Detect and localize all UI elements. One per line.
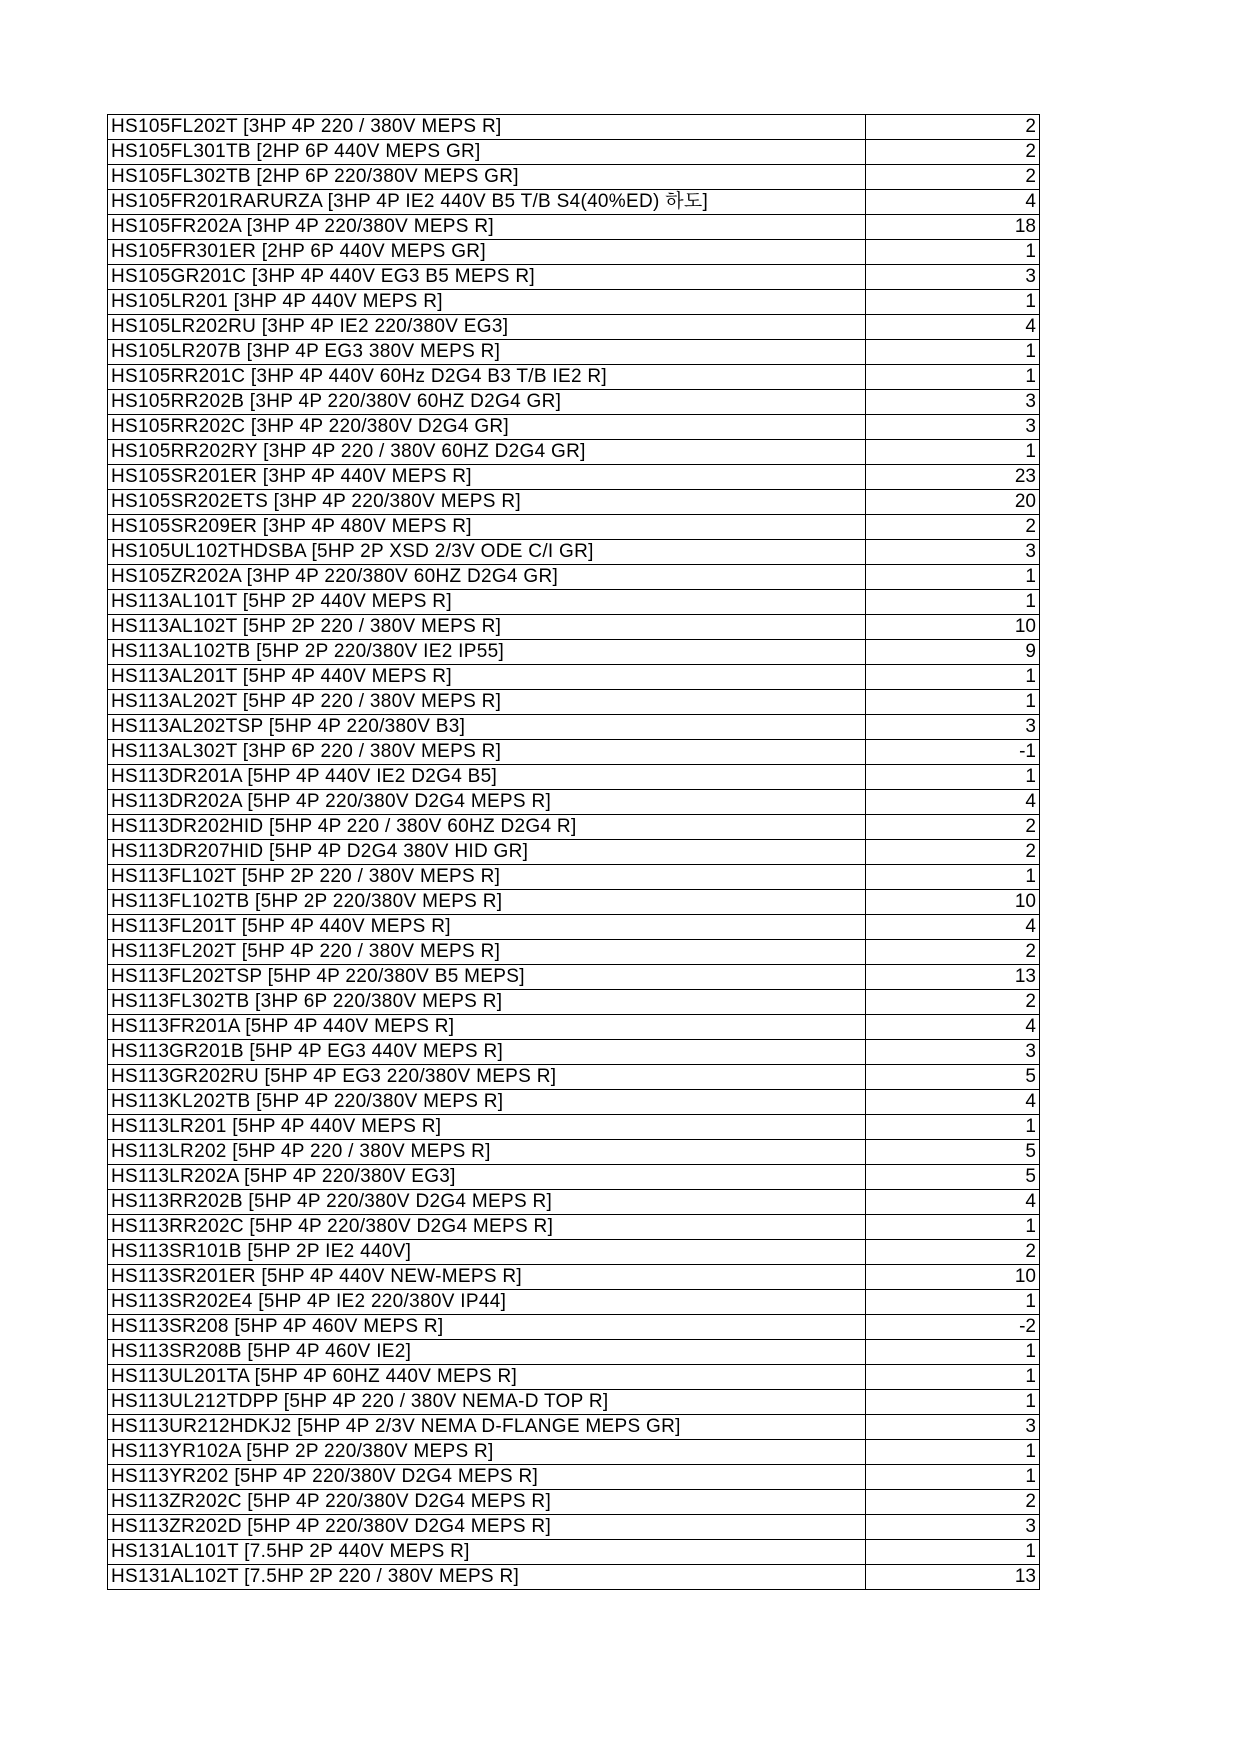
product-description-cell: HS113ZR202D [5HP 4P 220/380V D2G4 MEPS R]	[108, 1515, 866, 1540]
quantity-cell: 3	[866, 715, 1040, 740]
table-row	[108, 390, 1040, 415]
quantity-cell: 4	[866, 190, 1040, 215]
table-row	[108, 990, 1040, 1015]
table-row	[108, 1015, 1040, 1040]
product-description-cell: HS113RR202C [5HP 4P 220/380V D2G4 MEPS R]	[108, 1215, 866, 1240]
quantity-cell: 5	[866, 1165, 1040, 1190]
table-row	[108, 1565, 1040, 1590]
product-description-cell: HS113SR208B [5HP 4P 460V IE2]	[108, 1340, 866, 1365]
table-row	[108, 540, 1040, 565]
table-row	[108, 1065, 1040, 1090]
quantity-cell: 2	[866, 840, 1040, 865]
product-description-cell: HS105LR201 [3HP 4P 440V MEPS R]	[108, 290, 866, 315]
table-row	[108, 1165, 1040, 1190]
table-row	[108, 1265, 1040, 1290]
product-description-cell: HS105RR202B [3HP 4P 220/380V 60HZ D2G4 GR]	[108, 390, 866, 415]
product-description-cell: HS113FL202T [5HP 4P 220 / 380V MEPS R]	[108, 940, 866, 965]
product-description-cell: HS113SR202E4 [5HP 4P IE2 220/380V IP44]	[108, 1290, 866, 1315]
table-row	[108, 790, 1040, 815]
table-row	[108, 1415, 1040, 1440]
product-description-cell: HS105SR202ETS [3HP 4P 220/380V MEPS R]	[108, 490, 866, 515]
table-row	[108, 565, 1040, 590]
table-row	[108, 840, 1040, 865]
quantity-cell: 3	[866, 265, 1040, 290]
table-row	[108, 1240, 1040, 1265]
quantity-cell: 10	[866, 615, 1040, 640]
table-row	[108, 240, 1040, 265]
quantity-cell: 2	[866, 1240, 1040, 1265]
product-description-cell: HS113FL201T [5HP 4P 440V MEPS R]	[108, 915, 866, 940]
quantity-cell: 4	[866, 1015, 1040, 1040]
product-description-cell: HS105FR201RARURZA [3HP 4P IE2 440V B5 T/B S4(40%ED) 하도]	[108, 190, 866, 215]
product-description-cell: HS113FR201A [5HP 4P 440V MEPS R]	[108, 1015, 866, 1040]
product-description-cell: HS113DR202HID [5HP 4P 220 / 380V 60HZ D2G4 R]	[108, 815, 866, 840]
product-description-cell: HS113FL102T [5HP 2P 220 / 380V MEPS R]	[108, 865, 866, 890]
inventory-table-body	[108, 115, 1040, 1590]
quantity-cell: 9	[866, 640, 1040, 665]
product-description-cell: HS113ZR202C [5HP 4P 220/380V D2G4 MEPS R]	[108, 1490, 866, 1515]
table-row	[108, 340, 1040, 365]
product-description-cell: HS105FL302TB [2HP 6P 220/380V MEPS GR]	[108, 165, 866, 190]
table-row	[108, 615, 1040, 640]
table-row	[108, 465, 1040, 490]
product-description-cell: HS105RR202C [3HP 4P 220/380V D2G4 GR]	[108, 415, 866, 440]
quantity-cell: 1	[866, 565, 1040, 590]
table-row	[108, 215, 1040, 240]
product-description-cell: HS113AL101T [5HP 2P 440V MEPS R]	[108, 590, 866, 615]
quantity-cell: 1	[866, 665, 1040, 690]
product-description-cell: HS105SR201ER [3HP 4P 440V MEPS R]	[108, 465, 866, 490]
product-description-cell: HS113YR202 [5HP 4P 220/380V D2G4 MEPS R]	[108, 1465, 866, 1490]
table-row	[108, 740, 1040, 765]
table-row	[108, 1190, 1040, 1215]
table-row	[108, 1440, 1040, 1465]
table-row	[108, 490, 1040, 515]
product-description-cell: HS105FR202A [3HP 4P 220/380V MEPS R]	[108, 215, 866, 240]
table-row	[108, 140, 1040, 165]
product-description-cell: HS113SR101B [5HP 2P IE2 440V]	[108, 1240, 866, 1265]
quantity-cell: 5	[866, 1065, 1040, 1090]
product-description-cell: HS113AL302T [3HP 6P 220 / 380V MEPS R]	[108, 740, 866, 765]
product-description-cell: HS113FL102TB [5HP 2P 220/380V MEPS R]	[108, 890, 866, 915]
table-row	[108, 115, 1040, 140]
quantity-cell: 1	[866, 1365, 1040, 1390]
quantity-cell: 2	[866, 165, 1040, 190]
product-description-cell: HS113FL202TSP [5HP 4P 220/380V B5 MEPS]	[108, 965, 866, 990]
product-description-cell: HS113GR202RU [5HP 4P EG3 220/380V MEPS R]	[108, 1065, 866, 1090]
quantity-cell: 1	[866, 865, 1040, 890]
quantity-cell: 3	[866, 390, 1040, 415]
table-row	[108, 415, 1040, 440]
table-row	[108, 290, 1040, 315]
table-row	[108, 965, 1040, 990]
quantity-cell: 10	[866, 890, 1040, 915]
table-row	[108, 815, 1040, 840]
table-row	[108, 1365, 1040, 1390]
table-row	[108, 440, 1040, 465]
product-description-cell: HS105LR202RU [3HP 4P IE2 220/380V EG3]	[108, 315, 866, 340]
quantity-cell: 1	[866, 1440, 1040, 1465]
quantity-cell: 4	[866, 790, 1040, 815]
quantity-cell: 1	[866, 1540, 1040, 1565]
product-description-cell: HS113LR202 [5HP 4P 220 / 380V MEPS R]	[108, 1140, 866, 1165]
quantity-cell: -2	[866, 1315, 1040, 1340]
product-description-cell: HS113DR207HID [5HP 4P D2G4 380V HID GR]	[108, 840, 866, 865]
table-row	[108, 715, 1040, 740]
product-description-cell: HS105GR201C [3HP 4P 440V EG3 B5 MEPS R]	[108, 265, 866, 290]
table-row	[108, 1140, 1040, 1165]
quantity-cell: 2	[866, 140, 1040, 165]
quantity-cell: 1	[866, 365, 1040, 390]
product-description-cell: HS113AL102T [5HP 2P 220 / 380V MEPS R]	[108, 615, 866, 640]
product-description-cell: HS105SR209ER [3HP 4P 480V MEPS R]	[108, 515, 866, 540]
table-row	[108, 1315, 1040, 1340]
product-description-cell: HS113YR102A [5HP 2P 220/380V MEPS R]	[108, 1440, 866, 1465]
table-row	[108, 265, 1040, 290]
quantity-cell: 18	[866, 215, 1040, 240]
quantity-cell: 5	[866, 1140, 1040, 1165]
product-description-cell: HS131AL101T [7.5HP 2P 440V MEPS R]	[108, 1540, 866, 1565]
table-row	[108, 515, 1040, 540]
product-description-cell: HS113AL102TB [5HP 2P 220/380V IE2 IP55]	[108, 640, 866, 665]
quantity-cell: 3	[866, 540, 1040, 565]
quantity-cell: 1	[866, 440, 1040, 465]
quantity-cell: 4	[866, 1090, 1040, 1115]
quantity-cell: 1	[866, 1115, 1040, 1140]
inventory-table	[107, 114, 1040, 1590]
table-row	[108, 590, 1040, 615]
table-row	[108, 940, 1040, 965]
table-row	[108, 1515, 1040, 1540]
quantity-cell: 13	[866, 965, 1040, 990]
quantity-cell: 1	[866, 290, 1040, 315]
product-description-cell: HS105FR301ER [2HP 6P 440V MEPS GR]	[108, 240, 866, 265]
product-description-cell: HS113AL202T [5HP 4P 220 / 380V MEPS R]	[108, 690, 866, 715]
product-description-cell: HS113AL202TSP [5HP 4P 220/380V B3]	[108, 715, 866, 740]
product-description-cell: HS105RR201C [3HP 4P 440V 60Hz D2G4 B3 T/B IE2 R]	[108, 365, 866, 390]
product-description-cell: HS113UR212HDKJ2 [5HP 4P 2/3V NEMA D-FLANGE MEPS GR]	[108, 1415, 866, 1440]
product-description-cell: HS105RR202RY [3HP 4P 220 / 380V 60HZ D2G4 GR]	[108, 440, 866, 465]
table-row	[108, 1290, 1040, 1315]
table-row	[108, 640, 1040, 665]
table-row	[108, 365, 1040, 390]
table-row	[108, 690, 1040, 715]
table-row	[108, 665, 1040, 690]
quantity-cell: 1	[866, 1340, 1040, 1365]
product-description-cell: HS113UL201TA [5HP 4P 60HZ 440V MEPS R]	[108, 1365, 866, 1390]
product-description-cell: HS113FL302TB [3HP 6P 220/380V MEPS R]	[108, 990, 866, 1015]
quantity-cell: 1	[866, 340, 1040, 365]
product-description-cell: HS113RR202B [5HP 4P 220/380V D2G4 MEPS R]	[108, 1190, 866, 1215]
quantity-cell: 4	[866, 1190, 1040, 1215]
product-description-cell: HS113DR201A [5HP 4P 440V IE2 D2G4 B5]	[108, 765, 866, 790]
quantity-cell: 23	[866, 465, 1040, 490]
quantity-cell: 4	[866, 315, 1040, 340]
table-row	[108, 765, 1040, 790]
quantity-cell: 2	[866, 815, 1040, 840]
table-row	[108, 1540, 1040, 1565]
product-description-cell: HS131AL102T [7.5HP 2P 220 / 380V MEPS R]	[108, 1565, 866, 1590]
quantity-cell: 13	[866, 1565, 1040, 1590]
quantity-cell: 1	[866, 240, 1040, 265]
product-description-cell: HS105ZR202A [3HP 4P 220/380V 60HZ D2G4 GR]	[108, 565, 866, 590]
quantity-cell: 2	[866, 515, 1040, 540]
product-description-cell: HS113SR208 [5HP 4P 460V MEPS R]	[108, 1315, 866, 1340]
quantity-cell: 2	[866, 940, 1040, 965]
product-description-cell: HS113GR201B [5HP 4P EG3 440V MEPS R]	[108, 1040, 866, 1065]
table-row	[108, 1490, 1040, 1515]
table-row	[108, 1390, 1040, 1415]
product-description-cell: HS105FL202T [3HP 4P 220 / 380V MEPS R]	[108, 115, 866, 140]
table-row	[108, 315, 1040, 340]
quantity-cell: 20	[866, 490, 1040, 515]
table-row	[108, 190, 1040, 215]
quantity-cell: 3	[866, 1515, 1040, 1540]
product-description-cell: HS113LR201 [5HP 4P 440V MEPS R]	[108, 1115, 866, 1140]
quantity-cell: 3	[866, 1415, 1040, 1440]
quantity-cell: 1	[866, 1465, 1040, 1490]
table-row	[108, 865, 1040, 890]
table-row	[108, 1465, 1040, 1490]
table-row	[108, 165, 1040, 190]
product-description-cell: HS113SR201ER [5HP 4P 440V NEW-MEPS R]	[108, 1265, 866, 1290]
product-description-cell: HS113DR202A [5HP 4P 220/380V D2G4 MEPS R]	[108, 790, 866, 815]
product-description-cell: HS113AL201T [5HP 4P 440V MEPS R]	[108, 665, 866, 690]
quantity-cell: 3	[866, 415, 1040, 440]
product-description-cell: HS105LR207B [3HP 4P EG3 380V MEPS R]	[108, 340, 866, 365]
table-row	[108, 1090, 1040, 1115]
table-row	[108, 915, 1040, 940]
product-description-cell: HS105UL102THDSBA [5HP 2P XSD 2/3V ODE C/I GR]	[108, 540, 866, 565]
quantity-cell: 10	[866, 1265, 1040, 1290]
table-row	[108, 1340, 1040, 1365]
quantity-cell: 2	[866, 990, 1040, 1015]
table-row	[108, 890, 1040, 915]
quantity-cell: 2	[866, 115, 1040, 140]
quantity-cell: -1	[866, 740, 1040, 765]
product-description-cell: HS113LR202A [5HP 4P 220/380V EG3]	[108, 1165, 866, 1190]
quantity-cell: 1	[866, 690, 1040, 715]
quantity-cell: 3	[866, 1040, 1040, 1065]
quantity-cell: 1	[866, 1215, 1040, 1240]
product-description-cell: HS113UL212TDPP [5HP 4P 220 / 380V NEMA-D TOP R]	[108, 1390, 866, 1415]
quantity-cell: 1	[866, 1290, 1040, 1315]
quantity-cell: 4	[866, 915, 1040, 940]
quantity-cell: 1	[866, 1390, 1040, 1415]
table-row	[108, 1115, 1040, 1140]
product-description-cell: HS113KL202TB [5HP 4P 220/380V MEPS R]	[108, 1090, 866, 1115]
quantity-cell: 2	[866, 1490, 1040, 1515]
product-description-cell: HS105FL301TB [2HP 6P 440V MEPS GR]	[108, 140, 866, 165]
table-row	[108, 1040, 1040, 1065]
quantity-cell: 1	[866, 765, 1040, 790]
table-row	[108, 1215, 1040, 1240]
quantity-cell: 1	[866, 590, 1040, 615]
